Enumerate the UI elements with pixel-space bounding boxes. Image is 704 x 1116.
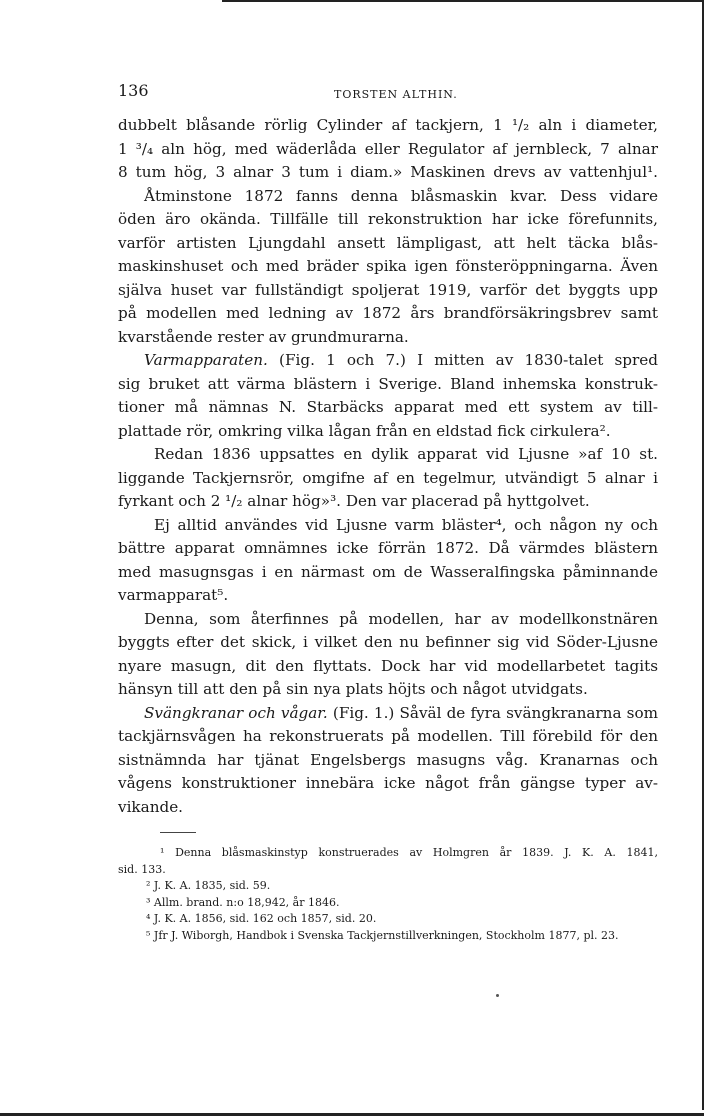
text-line: varmapparat⁵. bbox=[118, 586, 229, 604]
text-line: plattade rör, omkring vilka lågan från en eldstad fick cirkulera². bbox=[118, 421, 611, 440]
text-line: dubbelt blåsande rörlig Cylinder af tackjern, 1 ¹/₂ aln i diameter, bbox=[118, 116, 658, 134]
scan-edge-top bbox=[222, 0, 704, 2]
text-line: tioner må nämnas N. Starbäcks apparat med ett system av till- bbox=[118, 398, 658, 416]
text-line: maskinshuset och med bräder spika igen fönsteröppningarna. Även bbox=[118, 257, 658, 275]
text-line: Denna, som återfinnes på modellen, har av modellkonstnären bbox=[144, 609, 658, 628]
text-line: kvarstående rester av grundmurarna. bbox=[118, 327, 409, 346]
text-line: hänsyn till att den på sin nya plats höjts och något utvidgats. bbox=[118, 680, 588, 698]
text-line: vikande. bbox=[118, 797, 184, 816]
text-line: byggts efter det skick, i vilket den nu befinner sig vid Söder-Ljusne bbox=[118, 633, 658, 651]
text-line: varför artisten Ljungdahl ansett lämpligast, att helt täcka blås- bbox=[118, 233, 658, 252]
footnote: ⁴ J. K. A. 1856, sid. 162 och 1857, sid. 20. bbox=[146, 912, 377, 925]
text-line: vågens konstruktioner innebära icke något från gängse typer av- bbox=[118, 774, 658, 792]
text-line: liggande Tackjernsrör, omgifne af en tegelmur, utvändigt 5 alnar i bbox=[118, 468, 658, 487]
footnote: ² J. K. A. 1835, sid. 59. bbox=[146, 879, 271, 892]
body-text bbox=[118, 114, 658, 819]
footnote-rule bbox=[160, 832, 196, 833]
page-number: 136 bbox=[118, 81, 149, 100]
text-line: med masugnsgas i en närmast om de Wasseralfingska påminnande bbox=[118, 562, 658, 581]
section-heading-svangkranar: Svängkranar och vågar. bbox=[144, 703, 328, 722]
running-head: TORSTEN ALTHIN. bbox=[334, 88, 458, 101]
text-line: Svängkranar och vågar. (Fig. 1.) Såväl de fyra svängkranarna som bbox=[144, 703, 658, 722]
text-line: 8 tum hög, 3 alnar 3 tum i diam.» Maskinen drevs av vattenhjul¹. bbox=[118, 163, 658, 181]
text-line: fyrkant och 2 ¹/₂ alnar hög»³. Den var placerad på hyttgolvet. bbox=[118, 492, 590, 510]
text-line: 1 ³/₄ aln hög, med wäderlåda eller Regulator af jernbleck, 7 alnar bbox=[118, 139, 658, 158]
text-line: på modellen med ledning av 1872 års brandförsäkringsbrev samt bbox=[118, 304, 658, 322]
text-line: nyare masugn, dit den flyttats. Dock har vid modellarbetet tagits bbox=[118, 656, 658, 675]
text-line: Varmapparaten. (Fig. 1 och 7.) I mitten av 1830-talet spred bbox=[144, 351, 658, 369]
footnote: ⁵ Jfr J. Wiborgh, Handbok i Svenska Tackjernstillverkningen, Stockholm 1877, pl. 23. bbox=[146, 928, 619, 942]
scan-speck bbox=[496, 994, 499, 997]
footnotes bbox=[118, 845, 658, 944]
text-line: Redan 1836 uppsattes en dylik apparat vid Ljusne »af 10 st. bbox=[154, 445, 658, 463]
text-line: sig bruket att värma blästern i Sverige. Bland inhemska konstruk- bbox=[118, 374, 658, 393]
text-line: bättre apparat omnämnes icke förrän 1872. Då värmdes blästern bbox=[118, 539, 658, 557]
text-line: sistnämnda har tjänat Engelsbergs masugns våg. Kranarnas och bbox=[118, 750, 658, 769]
footnote: ³ Allm. brand. n:o 18,942, år 1846. bbox=[146, 895, 340, 909]
footnote: ¹ Denna blåsmaskinstyp konstruerades av Holmgren år 1839. J. K. A. 1841, bbox=[160, 846, 658, 859]
text-line: Åtminstone 1872 fanns denna blåsmaskin kvar. Dess vidare bbox=[144, 186, 658, 205]
text-line: själva huset var fullständigt spoljerat 1919, varför det byggts upp bbox=[118, 280, 658, 299]
footnote-continuation: sid. 133. bbox=[118, 862, 166, 876]
text-line: Ej alltid användes vid Ljusne varm bläster⁴, och någon ny och bbox=[154, 515, 658, 534]
text-line: öden äro okända. Tillfälle till rekonstruktion har icke förefunnits, bbox=[118, 210, 658, 228]
section-heading-varmapparaten: Varmapparaten. bbox=[144, 351, 268, 369]
text-line: tackjärnsvågen ha rekonstruerats på modellen. Till förebild för den bbox=[118, 727, 658, 745]
